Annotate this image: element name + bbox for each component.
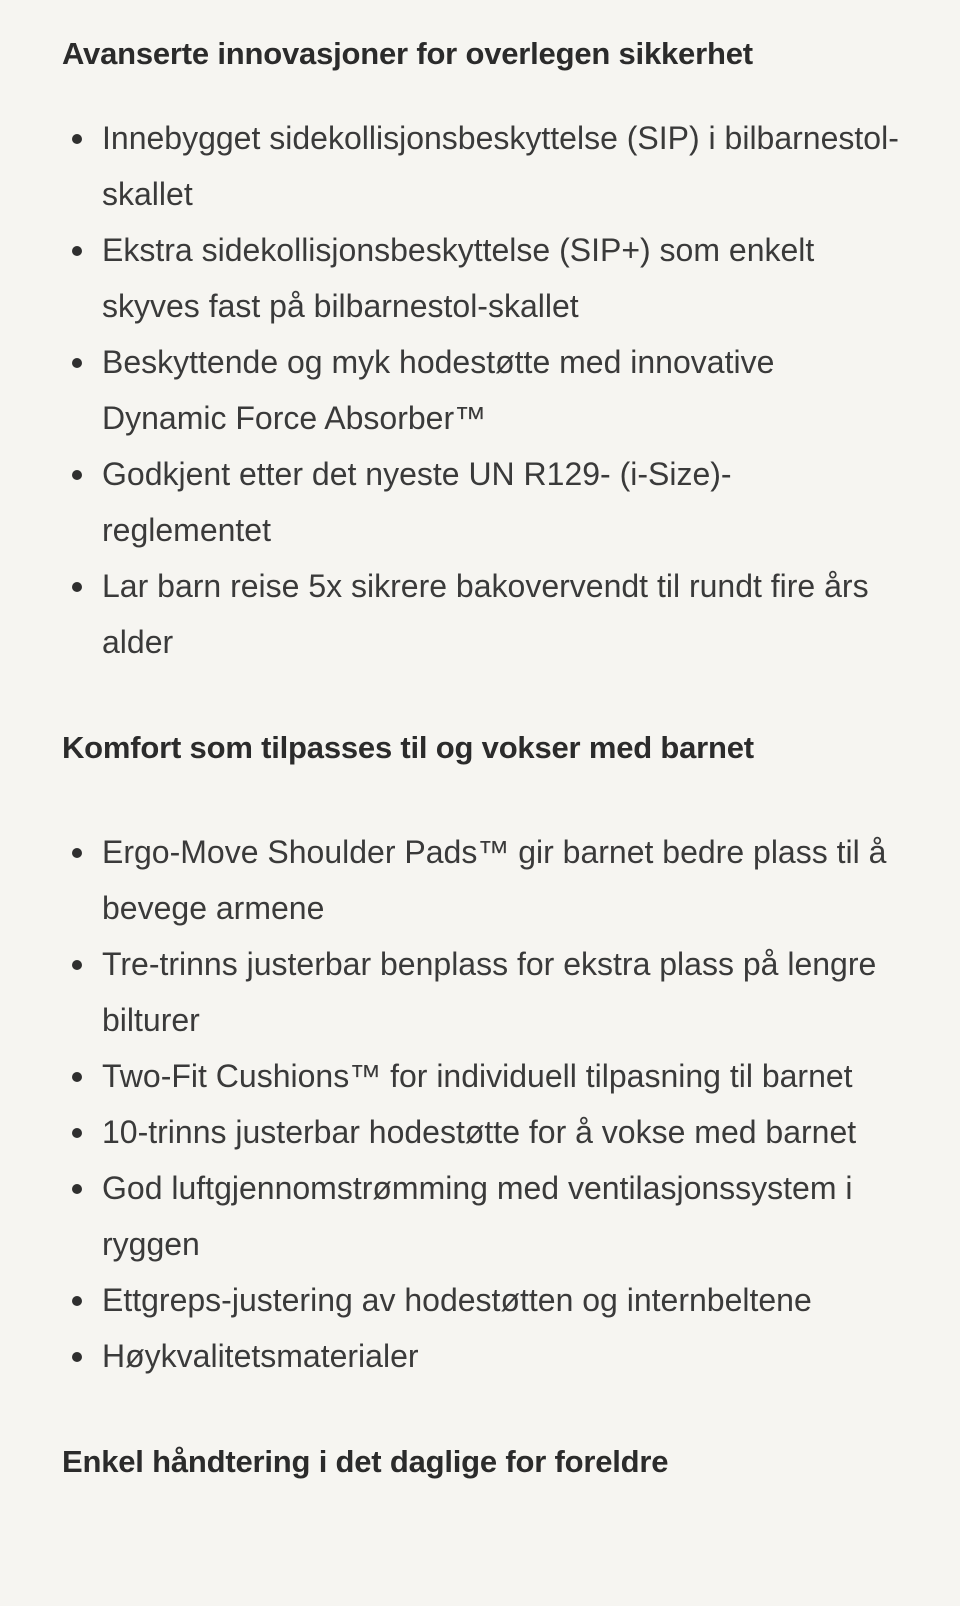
list-item-text: Ettgreps-justering av hodestøtten og internbeltene [102, 1282, 812, 1318]
bullet-icon [72, 1184, 82, 1194]
list-item [62, 558, 900, 670]
list-item [62, 222, 900, 334]
bullet-icon [72, 358, 82, 368]
list-item-text: Ekstra sidekollisjonsbeskyttelse (SIP+) som enkelt skyves fast på bilbarnestol-skallet [102, 232, 815, 324]
comfort-feature-list [62, 824, 900, 1384]
list-item [62, 1328, 900, 1384]
list-item-text: Høykvalitetsmaterialer [102, 1338, 419, 1374]
section-heading-handling: Enkel håndtering i det daglige for foreldre [62, 1444, 669, 1479]
section-heading-comfort: Komfort som tilpasses til og vokser med barnet [62, 730, 754, 765]
bullet-icon [72, 246, 82, 256]
list-item-text: Two-Fit Cushions™ for individuell tilpasning til barnet [102, 1058, 853, 1094]
list-item-text: God luftgjennomstrømming med ventilasjonssystem i ryggen [102, 1170, 853, 1262]
list-item [62, 446, 900, 558]
safety-feature-list [62, 110, 900, 670]
list-item [62, 1160, 900, 1272]
list-item-text: Ergo-Move Shoulder Pads™ gir barnet bedre plass til å bevege armene [102, 834, 887, 926]
section-heading-safety: Avanserte innovasjoner for overlegen sikkerhet [62, 36, 753, 71]
list-item-text: Godkjent etter det nyeste UN R129- (i-Size)-reglementet [102, 456, 732, 548]
list-item-text: Tre-trinns justerbar benplass for ekstra plass på lengre bilturer [102, 946, 877, 1038]
bullet-icon [72, 960, 82, 970]
list-item-text: Beskyttende og myk hodestøtte med innovative Dynamic Force Absorber™ [102, 344, 775, 436]
list-item-text: Lar barn reise 5x sikrere bakovervendt til rundt fire års alder [102, 568, 869, 660]
bullet-icon [72, 1352, 82, 1362]
list-item-text: Innebygget sidekollisjonsbeskyttelse (SIP) i bilbarnestol-skallet [102, 120, 899, 212]
list-item [62, 824, 900, 936]
bullet-icon [72, 1128, 82, 1138]
bullet-icon [72, 848, 82, 858]
list-item [62, 110, 900, 222]
bullet-icon [72, 470, 82, 480]
bullet-icon [72, 1072, 82, 1082]
list-item [62, 1272, 900, 1328]
bullet-icon [72, 134, 82, 144]
bullet-icon [72, 582, 82, 592]
bullet-icon [72, 1296, 82, 1306]
list-item [62, 334, 900, 446]
list-item [62, 1104, 900, 1160]
list-item [62, 936, 900, 1048]
list-item-text: 10-trinns justerbar hodestøtte for å vokse med barnet [102, 1114, 857, 1150]
list-item [62, 1048, 900, 1104]
